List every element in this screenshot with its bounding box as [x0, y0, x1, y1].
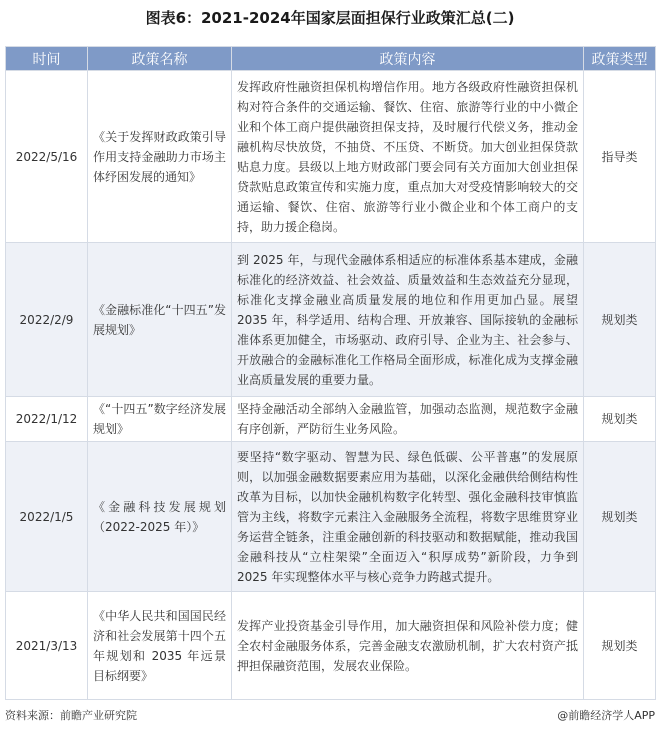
table-header-row [6, 47, 656, 71]
row-policy-name: 《关于发挥财政政策引导作用支持金融助力市场主体纾困发展的通知》 [88, 71, 232, 243]
row-date: 2022/2/9 [6, 243, 88, 397]
row-policy-type: 规划类 [584, 397, 656, 442]
row-date: 2021/3/13 [6, 592, 88, 700]
row-policy-name: 《金融科技发展规划（2022-2025 年）》 [88, 442, 232, 592]
header-date: 时间 [6, 47, 88, 71]
row-policy-type: 规划类 [584, 243, 656, 397]
row-policy-type: 规划类 [584, 442, 656, 592]
row-date: 2022/5/16 [6, 71, 88, 243]
table-row [6, 442, 656, 592]
row-policy-name: 《金融标准化“十四五”发展规划》 [88, 243, 232, 397]
page-title: 图表6：2021-2024年国家层面担保行业政策汇总(二) [145, 9, 515, 27]
row-policy-type: 规划类 [584, 592, 656, 700]
row-policy-name: 《中华人民共和国国民经济和社会发展第十四个五年规划和 2035 年远景目标纲要》 [88, 592, 232, 700]
footer [5, 706, 655, 726]
row-policy-type: 指导类 [584, 71, 656, 243]
row-date: 2022/1/5 [6, 442, 88, 592]
source-note: 资料来源：前瞻产业研究院 [5, 709, 137, 722]
table-row [6, 592, 656, 700]
table-row [6, 397, 656, 442]
policy-table [5, 46, 656, 700]
header-policy-content: 政策内容 [232, 47, 584, 71]
row-policy-content: 到 2025 年，与现代金融体系相适应的标准体系基本建成，金融标准化的经济效益、社会效益、质量效益和生态效益充分显现，标准化支撑金融业高质量发展的地位和作用更加凸显。展望 2035 年，科学适用、结构合理、开放兼容、国际接轨的金融标准体系更加健全，市场驱动、政府引导、企业为主、社会参与、开放融合的金融标准化工作格局全面形成，标准化成为支撑金融业高质量发展的重要力量。 [232, 243, 584, 397]
row-policy-content: 发挥产业投资基金引导作用，加大融资担保和风险补偿力度；健全农村金融服务体系，完善金融支农激励机制，扩大农村资产抵押担保融资范围，发展农业保险。 [232, 592, 584, 700]
credit-note: @前瞻经济学人APP [557, 709, 655, 722]
row-date: 2022/1/12 [6, 397, 88, 442]
row-policy-content: 要坚持“数字驱动、智慧为民、绿色低碳、公平普惠”的发展原则，以加强金融数据要素应用为基础，以深化金融供给侧结构性改革为目标，以加快金融机构数字化转型、强化金融科技审慎监管为主线，将数字元素注入金融服务全流程，将数字思维贯穿业务运营全链条，注重金融创新的科技驱动和数据赋能，推动我国金融科技从“立柱架梁”全面迈入“积厚成势”新阶段，力争到 2025 年实现整体水平与核心竞争力跨越式提升。 [232, 442, 584, 592]
row-policy-name: 《“十四五”数字经济发展规划》 [88, 397, 232, 442]
row-policy-content: 坚持金融活动全部纳入金融监管，加强动态监测，规范数字金融有序创新，严防衍生业务风险。 [232, 397, 584, 442]
table-row [6, 71, 656, 243]
table-row [6, 243, 656, 397]
header-policy-name: 政策名称 [88, 47, 232, 71]
row-policy-content: 发挥政府性融资担保机构增信作用。地方各级政府性融资担保机构对符合条件的交通运输、餐饮、住宿、旅游等行业的中小微企业和个体工商户提供融资担保支持，及时履行代偿义务，推动金融机构尽快放贷，不抽贷、不压贷、不断贷。加大创业担保贷款贴息力度。县级以上地方财政部门要会同有关方面加大创业担保贷款贴息政策宣传和实施力度，重点加大对受疫情影响较大的交通运输、餐饮、住宿、旅游等行业小微企业和个体工商户的支持，助力援企稳岗。 [232, 71, 584, 243]
header-policy-type: 政策类型 [584, 47, 656, 71]
